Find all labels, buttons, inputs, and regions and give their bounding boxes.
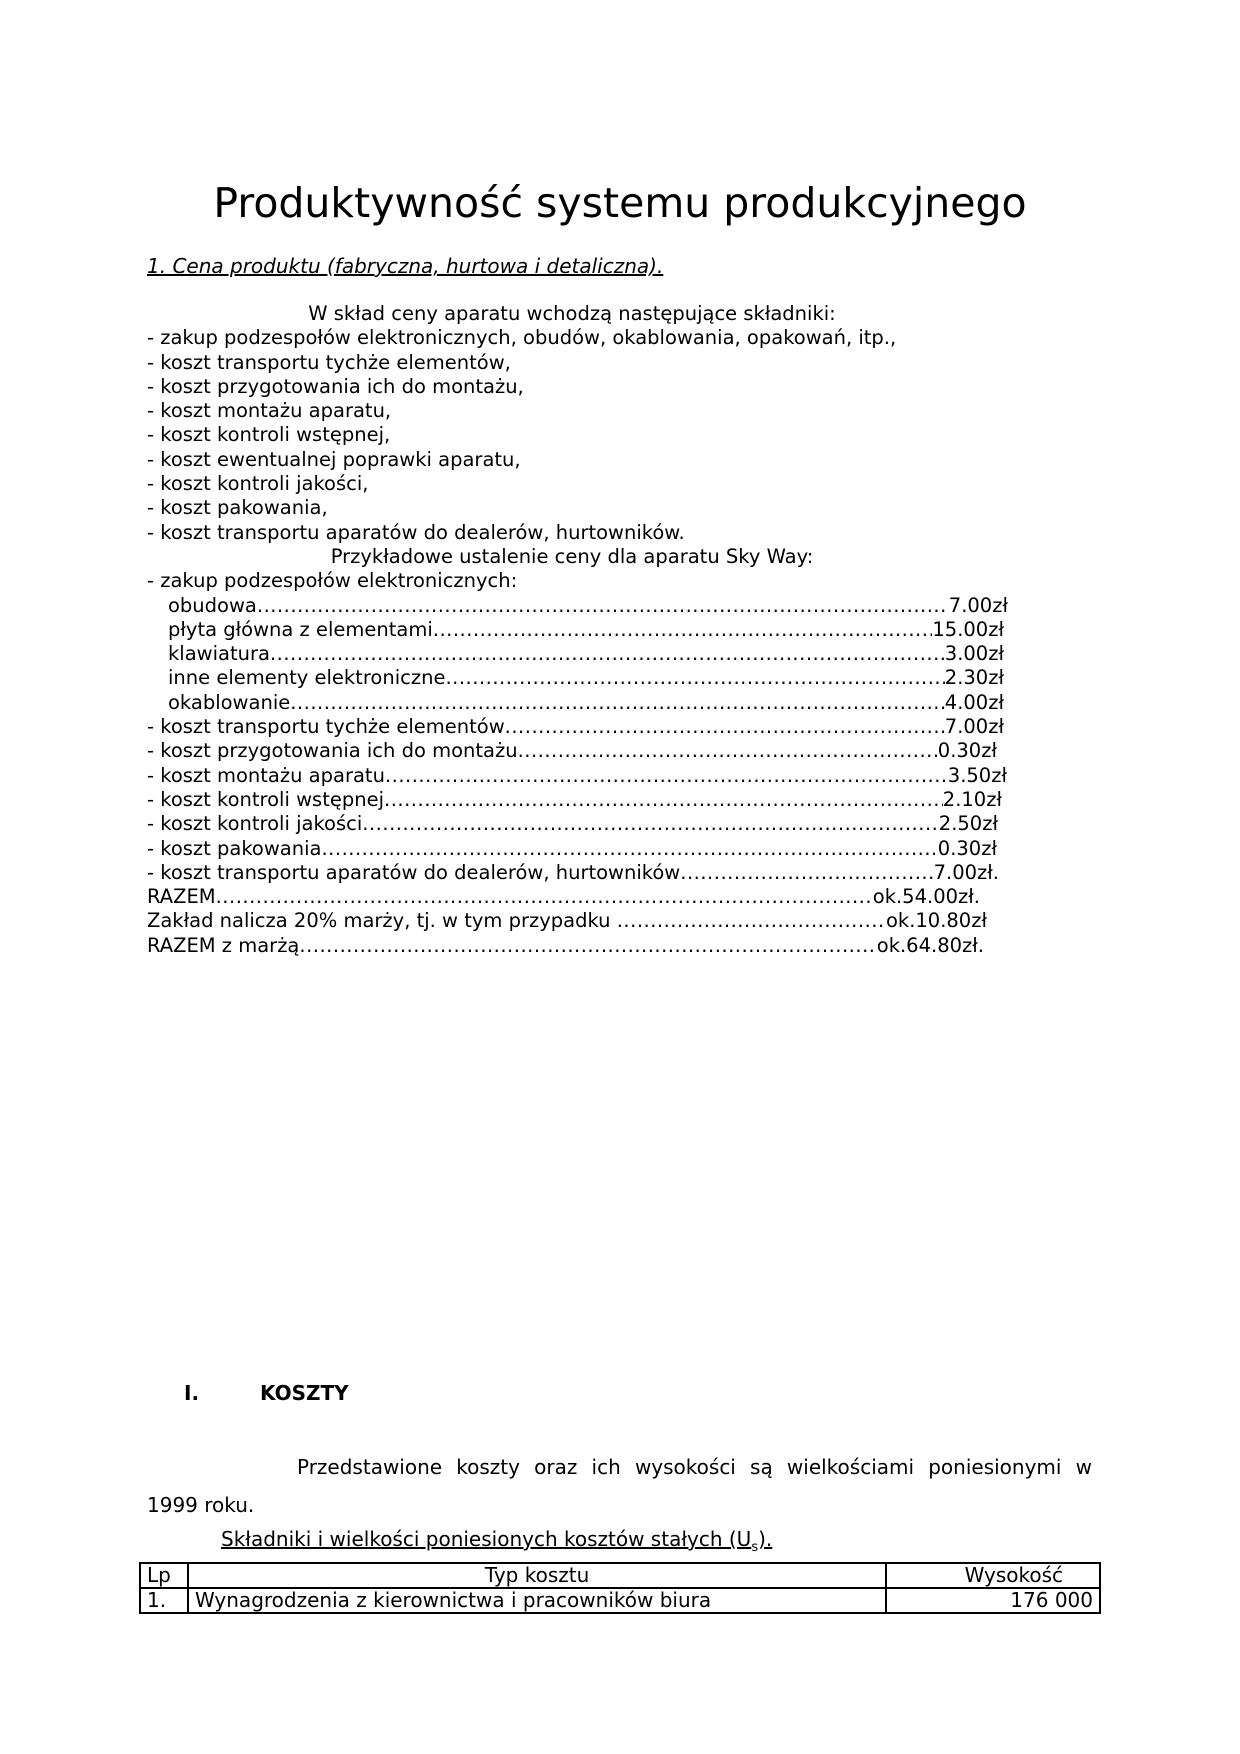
purchase-label: - zakup podzespołów elektronicznych: — [147, 569, 518, 593]
dot-leader — [617, 909, 886, 933]
component-item: - koszt transportu tychże elementów, — [147, 350, 511, 374]
price-section-body — [147, 302, 1027, 958]
paragraph-line: Przedstawione koszty oraz ich wysokości są wielkościami poniesionymi w — [297, 1455, 1092, 1479]
margin-label: Zakład nalicza 20% marży, tj. w tym przypadku — [147, 909, 617, 933]
price-item-value: 0.30zł — [937, 739, 997, 763]
margin-value: ok.10.80zł — [885, 909, 987, 933]
column-header-amount: Wysokość — [886, 1563, 1100, 1588]
dot-leader — [518, 739, 938, 763]
price-item-value: 3.00zł — [944, 642, 1004, 666]
price-item-value: 3.50zł — [947, 763, 1007, 787]
price-item-value: 2.50zł — [938, 812, 998, 836]
cell-type: Wynagrodzenia z kierownictwa i pracowników biura — [188, 1588, 886, 1613]
component-item: - koszt przygotowania ich do montażu, — [147, 374, 524, 398]
price-cost-item — [147, 837, 997, 861]
price-sub-item — [147, 642, 1004, 666]
dot-leader — [445, 666, 944, 690]
total-with-margin-line — [147, 934, 984, 958]
price-item-value: 4.00zł — [944, 690, 1004, 714]
price-item-value: 15.00zł — [932, 617, 1004, 641]
total-value: ok.64.80zł. — [876, 933, 984, 957]
price-item-value: 7.00zł. — [933, 860, 999, 884]
cell-lp: 1. — [140, 1588, 188, 1613]
price-cost-item — [147, 715, 1004, 739]
price-item-label: - koszt montażu aparatu — [147, 763, 385, 787]
dot-leader — [290, 691, 945, 715]
price-item-label: - koszt pakowania — [147, 836, 322, 860]
table-header-row — [140, 1563, 1100, 1588]
dot-leader — [321, 837, 937, 861]
section-title: KOSZTY — [260, 1381, 349, 1405]
price-cost-item — [147, 764, 1007, 788]
price-item-label: inne elementy elektroniczne — [168, 666, 446, 690]
price-item-label: - koszt kontroli wstępnej — [147, 787, 384, 811]
caption-text: Składniki i wielkości poniesionych kosztów stałych (U — [221, 1527, 752, 1551]
cell-amount: 176 000 — [886, 1588, 1100, 1613]
dot-leader — [257, 594, 949, 618]
dot-leader — [433, 618, 933, 642]
price-item-label: - koszt transportu tychże elementów — [147, 715, 505, 739]
dot-leader — [299, 934, 876, 958]
price-sub-item — [147, 594, 1008, 618]
component-item: - koszt pakowania, — [147, 496, 328, 520]
dot-leader — [362, 812, 939, 836]
dot-leader — [384, 788, 943, 812]
price-cost-item — [147, 739, 997, 763]
price-sub-item — [147, 618, 1004, 642]
price-item-label: płyta główna z elementami — [168, 617, 433, 641]
section-heading-price: 1. Cena produktu (fabryczna, hurtowa i detaliczna). — [147, 254, 664, 278]
component-item: - koszt transportu aparatów do dealerów, hurtowników. — [147, 520, 685, 544]
costs-paragraph — [147, 1448, 1092, 1524]
price-sub-item — [147, 691, 1004, 715]
price-cost-item — [147, 861, 999, 885]
paragraph-line: 1999 roku. — [147, 1493, 255, 1517]
example-heading: Przykładowe ustalenie ceny dla aparatu Sky Way: — [330, 544, 814, 568]
dot-leader — [505, 715, 945, 739]
price-item-value: 2.10zł — [942, 787, 1002, 811]
total-value: ok.54.00zł. — [872, 885, 980, 909]
total-label: RAZEM z marżą — [147, 933, 300, 957]
price-cost-item — [147, 788, 1002, 812]
price-sub-item — [147, 666, 1004, 690]
component-item: - koszt kontroli wstępnej, — [147, 423, 391, 447]
components-intro: W skład ceny aparatu wchodzą następujące składniki: — [308, 302, 836, 325]
column-header-type: Typ kosztu — [188, 1563, 886, 1588]
price-item-label: - koszt kontroli jakości — [147, 812, 363, 836]
table-caption — [221, 1526, 772, 1561]
component-item: - koszt montażu aparatu, — [147, 399, 392, 423]
caption-subscript: s — [751, 1540, 759, 1555]
price-item-value: 2.30zł — [944, 666, 1004, 690]
dot-leader — [385, 764, 948, 788]
price-item-label: - koszt przygotowania ich do montażu — [147, 739, 518, 763]
section-heading-costs — [184, 1380, 349, 1406]
price-item-value: 7.00zł — [944, 715, 1004, 739]
price-item-label: obudowa — [168, 593, 257, 617]
dot-leader — [216, 885, 873, 909]
fixed-costs-table — [139, 1562, 1101, 1614]
section-number: I. — [184, 1381, 200, 1405]
price-item-label: klawiatura — [168, 642, 270, 666]
table-row — [140, 1588, 1100, 1613]
price-item-label: - koszt transportu aparatów do dealerów, hurtowników — [147, 860, 681, 884]
document-title: Produktywność systemu produkcyjnego — [213, 179, 1027, 227]
caption-end: ). — [758, 1527, 773, 1551]
dot-leader — [680, 861, 933, 885]
price-item-label: okablowanie — [168, 690, 291, 714]
total-label: RAZEM — [147, 885, 216, 909]
price-item-value: 7.00zł — [948, 593, 1008, 617]
dot-leader — [270, 642, 945, 666]
price-cost-item — [147, 812, 998, 836]
margin-line — [147, 909, 987, 933]
total-line — [147, 885, 980, 909]
component-item: - koszt ewentualnej poprawki aparatu, — [147, 447, 521, 471]
column-header-lp: Lp — [140, 1563, 188, 1588]
component-item: - koszt kontroli jakości, — [147, 472, 369, 496]
component-item: - zakup podzespołów elektronicznych, obudów, okablowania, opakowań, itp., — [147, 326, 897, 350]
price-item-value: 0.30zł — [937, 836, 997, 860]
